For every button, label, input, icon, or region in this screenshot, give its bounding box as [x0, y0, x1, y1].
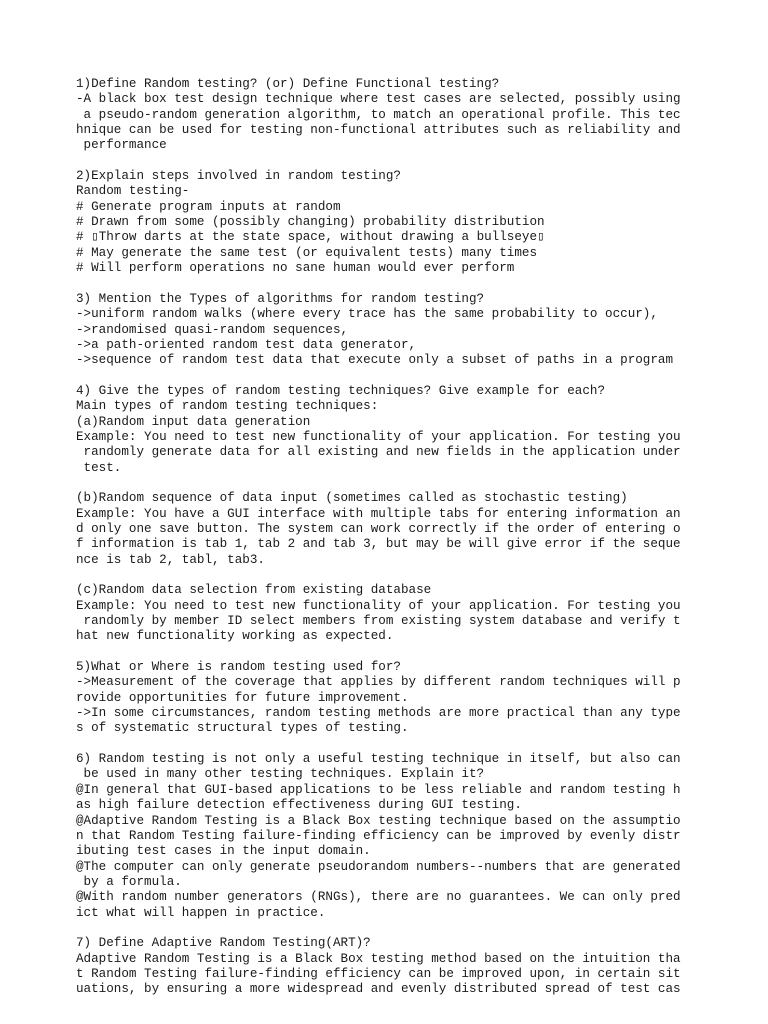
text-line: ->randomised quasi-random sequences, [76, 322, 349, 337]
text-line: ibuting test cases in the input domain. [76, 844, 371, 859]
text-line: # ▯Throw darts at the state space, without drawing a bullseye▯ [76, 230, 545, 245]
text-line: (b)Random sequence of data input (sometimes called as stochastic testing) [76, 491, 628, 506]
blank-line [76, 369, 681, 384]
text-line: ->sequence of random test data that execute only a subset of paths in a program [76, 353, 674, 368]
text-line: (c)Random data selection from existing database [76, 583, 432, 598]
text-line: as high failure detection effectiveness during GUI testing. [76, 798, 522, 813]
blank-line [76, 276, 681, 291]
text-line: # May generate the same test (or equivalent tests) many times [76, 245, 538, 260]
text-line: d only one save button. The system can work correctly if the order of entering o [76, 521, 681, 536]
blank-line [76, 645, 681, 660]
text-line: 2)Explain steps involved in random testing? [76, 169, 401, 184]
text-line: s of systematic structural types of testing. [76, 721, 409, 736]
text-line: ict what will happen in practice. [76, 905, 326, 920]
text-line: Example: You need to test new functionality of your application. For testing you [76, 429, 681, 444]
text-line: ->uniform random walks (where every trace has the same probability to occur), [76, 307, 658, 322]
blank-line [76, 568, 681, 583]
text-line: performance [76, 138, 167, 153]
text-line: Main types of random testing techniques: [76, 399, 379, 414]
text-line: @The computer can only generate pseudorandom numbers--numbers that are generated [76, 859, 681, 874]
text-line: # Generate program inputs at random [76, 199, 341, 214]
text-line: n that Random Testing failure-finding efficiency can be improved by evenly distr [76, 828, 681, 843]
text-line: ->In some circumstances, random testing methods are more practical than any type [76, 706, 681, 721]
text-line: # Drawn from some (possibly changing) probability distribution [76, 215, 545, 230]
text-line: be used in many other testing techniques. Explain it? [76, 767, 485, 782]
text-line: 7) Define Adaptive Random Testing(ART)? [76, 936, 371, 951]
text-line: t Random Testing failure-finding efficiency can be improved upon, in certain sit [76, 966, 681, 981]
text-line: hnique can be used for testing non-functional attributes such as reliability and [76, 123, 681, 138]
text-line: 5)What or Where is random testing used for? [76, 660, 401, 675]
blank-line [76, 154, 681, 169]
text-line: ->Measurement of the coverage that applies by different random techniques will p [76, 675, 681, 690]
text-line: -A black box test design technique where test cases are selected, possibly using [76, 92, 681, 107]
text-line: f information is tab 1, tab 2 and tab 3, but may be will give error if the seque [76, 537, 681, 552]
text-line: @Adaptive Random Testing is a Black Box testing technique based on the assumptio [76, 813, 681, 828]
text-line: 4) Give the types of random testing techniques? Give example for each? [76, 383, 606, 398]
text-line: uations, by ensuring a more widespread and evenly distributed spread of test cas [76, 982, 681, 997]
text-line: Example: You need to test new functionality of your application. For testing you [76, 598, 681, 613]
text-line: Example: You have a GUI interface with multiple tabs for entering information an [76, 506, 681, 521]
text-line: 3) Mention the Types of algorithms for random testing? [76, 291, 485, 306]
text-line: by a formula. [76, 874, 182, 889]
text-line: rovide opportunities for future improvement. [76, 690, 409, 705]
text-line: randomly generate data for all existing and new fields in the application under [76, 445, 681, 460]
text-line: @In general that GUI-based applications to be less reliable and random testing h [76, 782, 681, 797]
text-line: (a)Random input data generation [76, 414, 311, 429]
text-line: @With random number generators (RNGs), there are no guarantees. We can only pred [76, 890, 681, 905]
text-line: ->a path-oriented random test data generator, [76, 337, 417, 352]
blank-line [76, 921, 681, 936]
text-line: # Will perform operations no sane human would ever perform [76, 261, 515, 276]
text-line: Random testing- [76, 184, 190, 199]
text-line: hat new functionality working as expected. [76, 629, 394, 644]
text-line: 1)Define Random testing? (or) Define Functional testing? [76, 77, 500, 91]
text-line: test. [76, 460, 122, 475]
text-line: 6) Random testing is not only a useful testing technique in itself, but also can [76, 752, 681, 767]
blank-line [76, 476, 681, 491]
blank-line [76, 737, 681, 752]
text-line: Adaptive Random Testing is a Black Box testing method based on the intuition tha [76, 951, 681, 966]
text-line: nce is tab 2, tabl, tab3. [76, 552, 265, 567]
document-text [76, 77, 681, 998]
text-line: a pseudo-random generation algorithm, to match an operational profile. This tec [76, 107, 681, 122]
text-line: randomly by member ID select members from existing system database and verify t [76, 614, 681, 629]
